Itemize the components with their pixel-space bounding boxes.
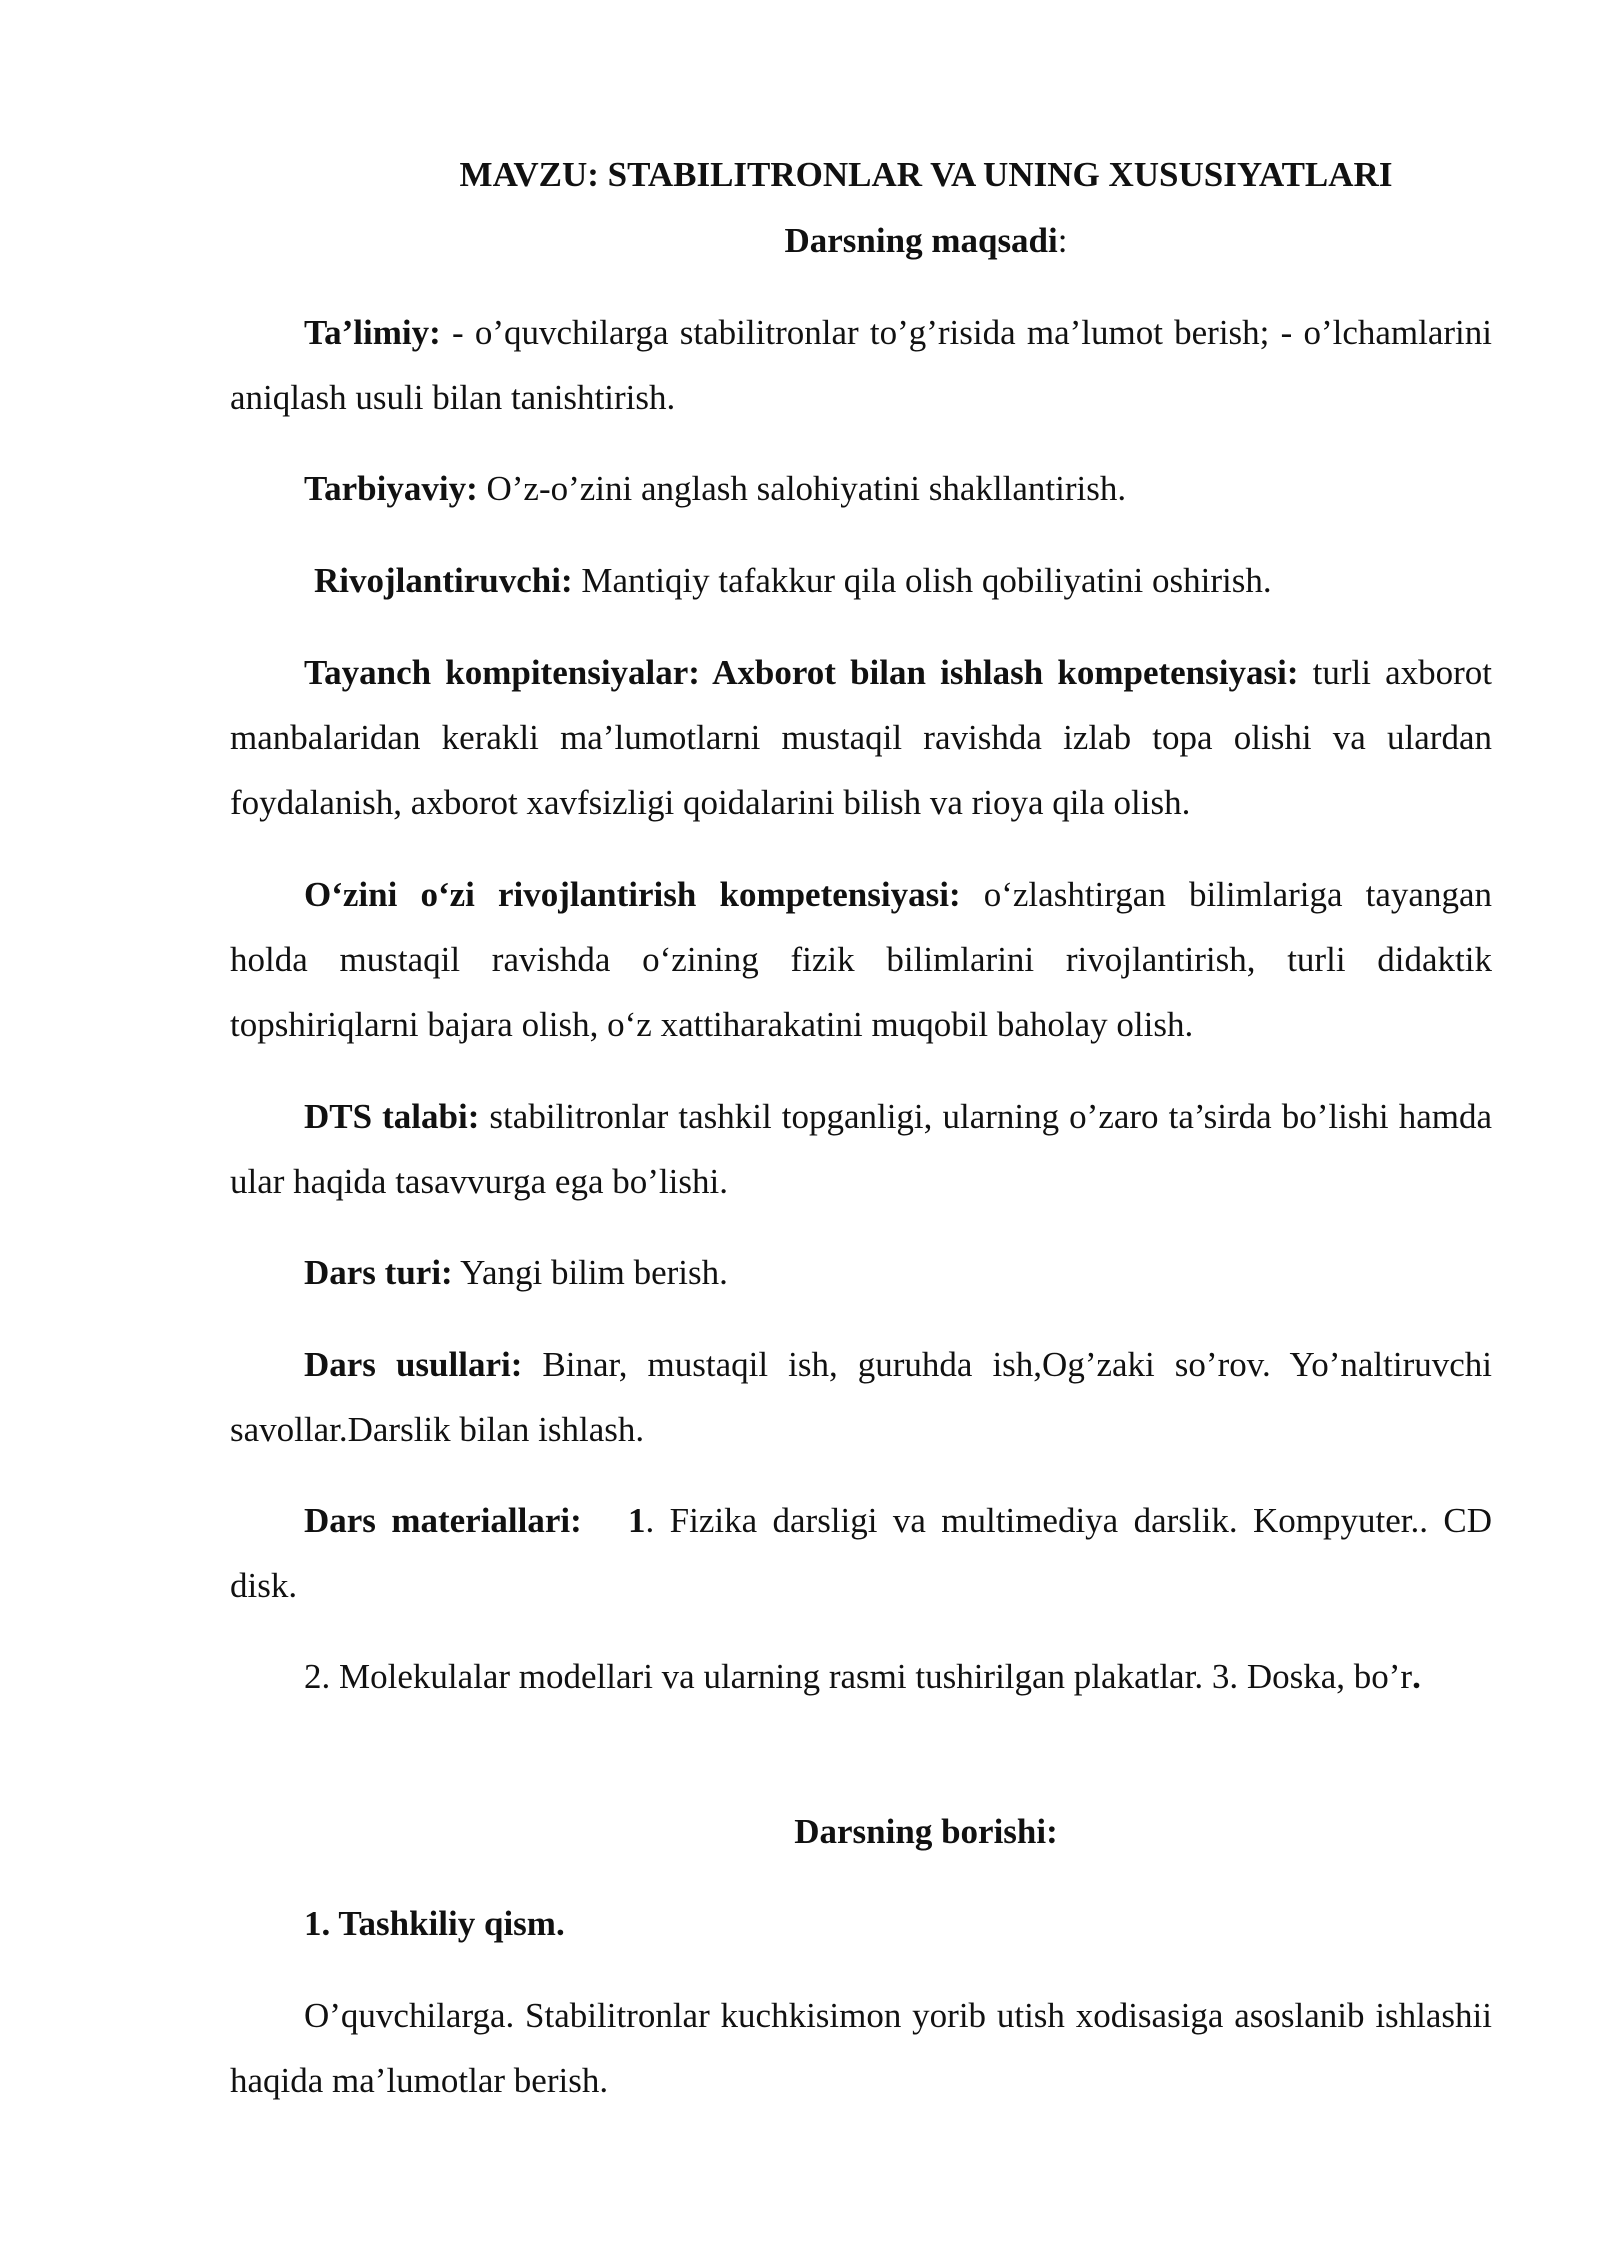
label-ozini: O‘zini o‘zi rivojlantirish kompetensiyasi: [304, 875, 961, 914]
label-dars-usullari: Dars usullari: [304, 1345, 523, 1384]
document-title: MAVZU: STABILITRONLAR VA UNING XUSUSIYATLARI [459, 155, 1393, 194]
paragraph-materials-2 [230, 1644, 1492, 1709]
text-dts: stabilitronlar tashkil topganligi, ularning o’zaro ta’sirda bo’lishi hamda ular haqida tasavvurga ega bo’lishi. [230, 1097, 1492, 1201]
label-talimiy: Ta’limiy: [304, 313, 441, 352]
label-tayanch: Tayanch kompitensiyalar: Axborot bilan ishlash kompetensiyasi: [304, 653, 1299, 692]
paragraph-talimiy [230, 300, 1492, 430]
lesson-process-heading: Darsning borishi: [794, 1812, 1058, 1851]
lesson-goal-label: Darsning maqsadi [784, 221, 1058, 260]
text-rivojlantiruvchi: Mantiqiy tafakkur qila olish qobiliyatini oshirish. [572, 561, 1272, 600]
label-dars-materiallari: Dars materiallari: [304, 1501, 582, 1540]
lesson-goal-heading [230, 216, 1492, 266]
paragraph-tarbiyaviy [230, 456, 1492, 521]
label-dars-turi: Dars turi: [304, 1253, 453, 1292]
paragraph-rivojlantiruvchi [230, 548, 1492, 613]
document-page [230, 0, 1492, 2262]
label-dts: DTS talabi: [304, 1097, 480, 1136]
paragraph-dts [230, 1084, 1492, 1214]
text-dars-materiallari: . Fizika darsligi va multimediya darslik. Kompyuter.. CD disk. [230, 1501, 1493, 1605]
paragraph-ozini [230, 862, 1492, 1057]
label-rivojlantiruvchi: Rivojlantiruvchi: [314, 561, 573, 600]
paragraph-dars-turi [230, 1240, 1492, 1305]
text-talimiy: - o’quvchilarga stabilitronlar to’g’risida ma’lumot berish; - o’lchamlarini aniqlash usuli bilan tanishtirish. [230, 313, 1492, 417]
materials-number-1: 1 [627, 1501, 646, 1540]
text-dars-usullari: Binar, mustaqil ish, guruhda ish,Og’zaki so’rov. Yo’naltiruvchi savollar.Darslik bilan ishlash. [230, 1345, 1492, 1449]
text-tayanch: turli axborot manbalaridan kerakli ma’lumotlarni mustaqil ravishda izlab topa olishi va ulardan foydalanish, axborot xavfsizligi qoidalarini bilish va rioya qila olish. [230, 653, 1492, 822]
paragraph-final [230, 1983, 1492, 2113]
paragraph-dars-usullari [230, 1332, 1492, 1462]
organizational-part-heading: 1. Tashkiliy qism. [304, 1904, 565, 1943]
text-tarbiyaviy: O’z-o’zini anglash salohiyatini shakllantirish. [477, 469, 1127, 508]
text-dars-turi: Yangi bilim berish. [452, 1253, 728, 1292]
paragraph-dars-materiallari [230, 1488, 1492, 1618]
paragraph-tayanch [230, 640, 1492, 835]
lesson-goal-colon: : [1057, 221, 1068, 260]
materials-2-period: . [1412, 1657, 1421, 1696]
label-tarbiyaviy: Tarbiyaviy: [304, 469, 478, 508]
text-materials-2: 2. Molekulalar modellari va ularning rasmi tushirilgan plakatlar. 3. Doska, bo’r [304, 1657, 1413, 1696]
text-ozini: o‘zlashtirgan bilimlariga tayangan holda mustaqil ravishda o‘zining fizik bilimlarini rivojlantirish, turli didaktik topshiriqlarni bajara olish, o‘z xattiharakatini muqobil baholay olish. [230, 875, 1492, 1044]
text-final: O’quvchilarga. Stabilitronlar kuchkisimon yorib utish xodisasiga asoslanib ishlashii haqida ma’lumotlar berish. [230, 1996, 1492, 2100]
